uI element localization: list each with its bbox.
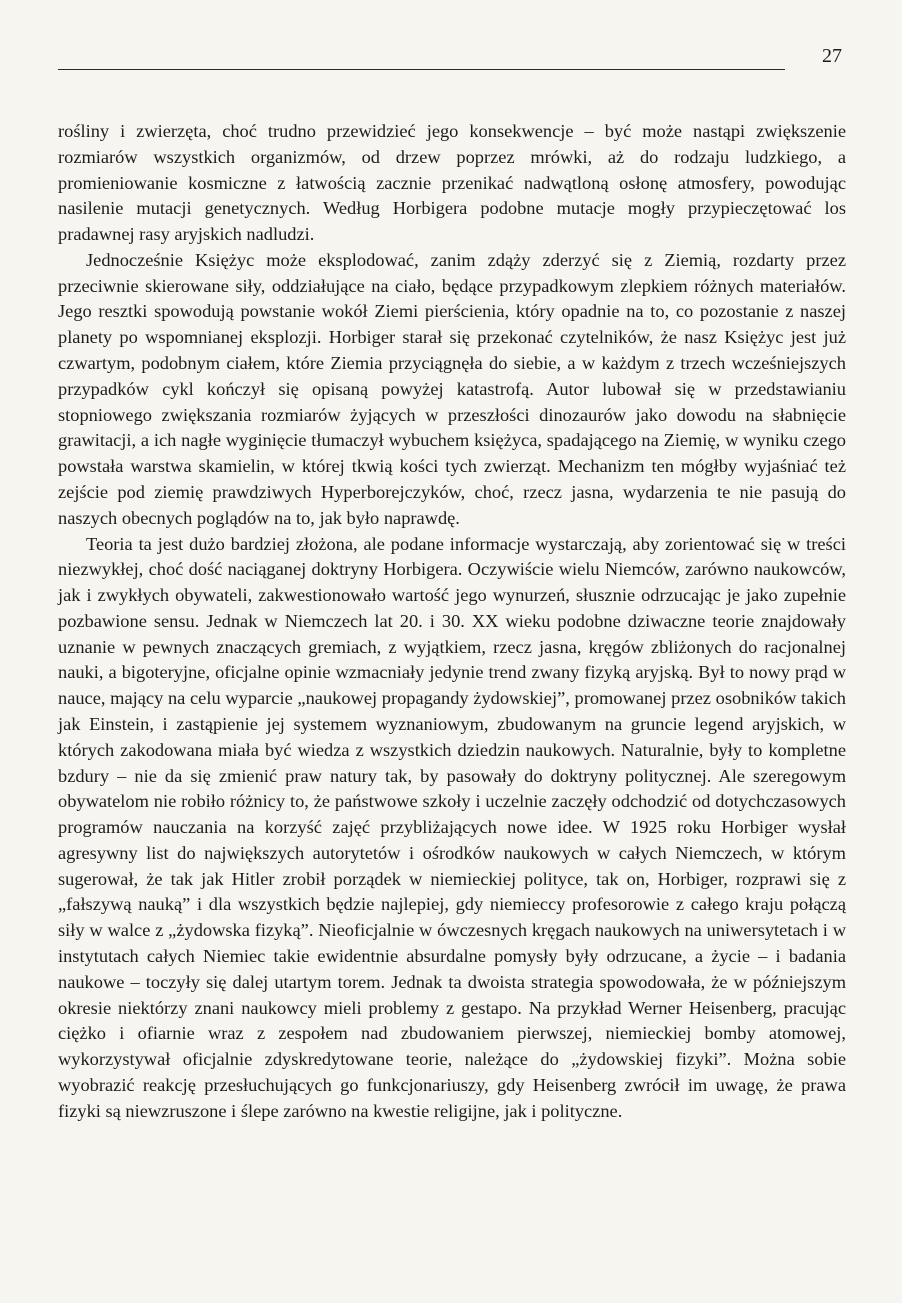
paragraph-2: Jednocześnie Księżyc może eksplodować, zanim zdąży zderzyć się z Ziemią, rozdarty przez przeciwnie skierowane siły, oddziałujące na ciało, będące przypadkowym zlepkiem różnych materiałów. Jego resztki spowodują powstanie wokół Ziemi pierścienia, który opadnie na to, co pozostanie z naszej planety po wspomnianej eksplozji. Horbiger starał się przekonać czytelników, że nasz Księżyc jest już czwartym, podobnym ciałem, które Ziemia przyciągnęła do siebie, a w każdym z trzech wcześniejszych przypadków cykl kończył się opisaną powyżej katastrofą. Autor lubował się w przedstawianiu stopniowego zwiększania rozmiarów żyjących w przeszłości dinozaurów jako dowodu na słabnięcie grawitacji, a ich nagłe wyginięcie tłumaczył wybuchem księżyca, spadającego na Ziemię, w wyniku czego powstała warstwa skamielin, w której tkwią kości tych zwierząt. Mechanizm ten mógłby wyjaśniać też zejście pod ziemię prawdziwych Hyperborejczyków, choć, rzecz jasna, wydarzenia te nie pasują do naszych obecnych poglądów na to, jak było naprawdę. [58,249,846,528]
paragraph-1: rośliny i zwierzęta, choć trudno przewidzieć jego konsekwencje – być może nastąpi zwiększenie rozmiarów wszystkich organizmów, od drzew poprzez mrówki, aż do rodzaju ludzkiego, a promieniowanie kosmiczne z łatwością zacznie przenikać nadwątloną osłonę atmosfery, powodując nasilenie mutacji genetycznych. Według Horbigera podobne mutacje mogły przypieczętować los pradawnej rasy aryjskich nadludzi. [58,121,846,245]
header-rule [58,69,785,70]
page-number: 27 [822,45,842,67]
body-text [58,119,846,1124]
paragraph-3: Teoria ta jest dużo bardziej złożona, ale podane informacje wystarczają, aby zorientować się w treści niezwykłej, choć dość naciąganej doktryny Horbigera. Oczywiście wielu Niemców, zarówno naukowców, jak i zwykłych obywateli, zakwestionowało wartość jego wynurzeń, słusznie odrzucając je jako zupełnie pozbawione sensu. Jednak w Niemczech lat 20. i 30. XX wieku podobne dziwaczne teorie znajdowały uznanie w pewnych znaczących gremiach, z wyjątkiem, rzecz jasna, kręgów zbliżonych do racjonalnej nauki, a bigoteryjne, oficjalne opinie wzmacniały jedynie trend zwany fizyką aryjską. Był to nowy prąd w nauce, mający na celu wyparcie „naukowej propagandy żydowskiej”, promowanej przez osobników takich jak Einstein, i zastąpienie jej systemem wyznaniowym, zbudowanym na gruncie legend aryjskich, w których zakodowana miała być wiedza z wszystkich dziedzin naukowych. Naturalnie, były to kompletne bzdury – nie da się zmienić praw natury tak, by pasowały do doktryny politycznej. Ale szeregowym obywatelom nie robiło różnicy to, że państwowe szkoły i uczelnie zaczęły odchodzić od dotychczasowych programów nauczania na korzyść zajęć przybliżających nowe idee. W 1925 roku Horbiger wysłał agresywny list do największych autorytetów i ośrodków naukowych w całych Niemczech, w którym sugerował, że tak jak Hitler zrobił porządek w niemieckiej polityce, tak on, Horbiger, rozprawi się z „fałszywą nauką” i dla wszystkich będzie najlepiej, gdy niemieccy profesorowie z całego kraju połączą siły w walce z „żydowska fizyką”. Nieoficjalnie w ówczesnych kręgach naukowych na uniwersytetach i w instytutach całych Niemiec takie ewidentnie absurdalne pomysły były odrzucane, a życie – i badania naukowe – toczyły się dalej utartym torem. Jednak ta dwoista strategia spowodowała, że w późniejszym okresie niektórzy znani naukowcy mieli problemy z gestapo. Na przykład Werner Heisenberg, pracując ciężko i ofiarnie wraz z zespołem nad zbudowaniem pierwszej, niemieckiej bomby atomowej, wykorzystywał oficjalnie zdyskredytowane teorie, należące do „żydowskiej fizyki”. Można sobie wyobrazić reakcję przesłuchujących go funkcjonariuszy, gdy Heisenberg zwrócił im uwagę, że prawa fizyki są niewzruszone i ślepe zarówno na kwestie religijne, jak i polityczne. [58,533,846,1121]
